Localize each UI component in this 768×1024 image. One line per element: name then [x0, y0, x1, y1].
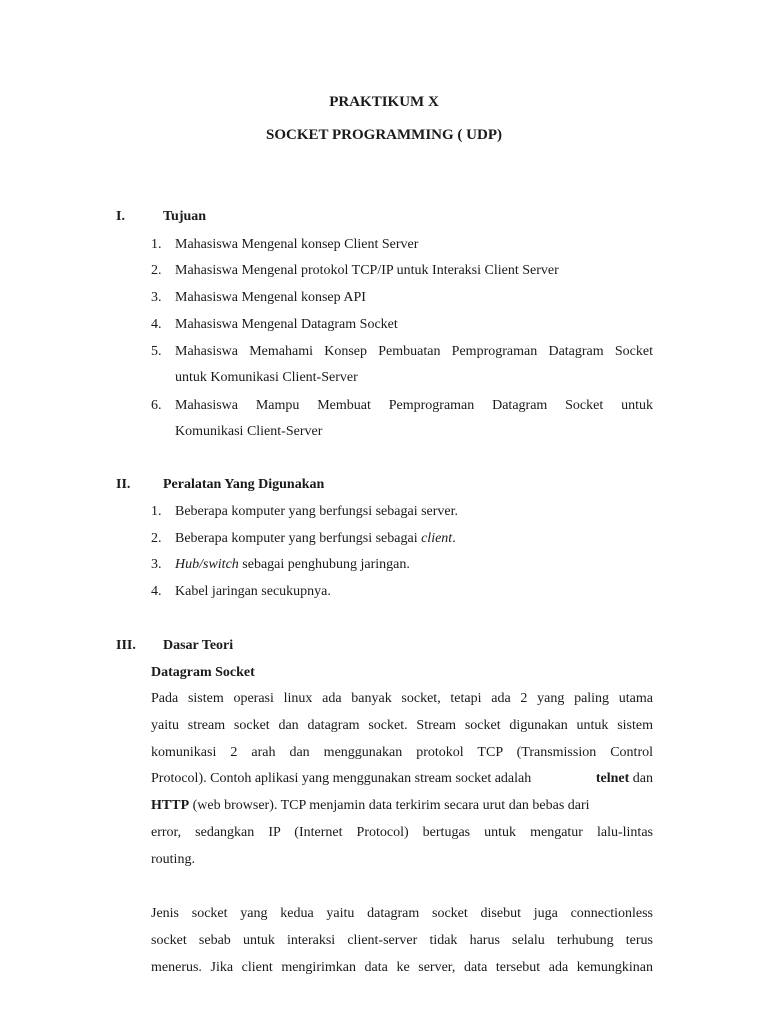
paragraph-line: routing. [151, 852, 195, 867]
paragraph-line: error, sedangkan IP (Internet Protocol) bertugas untuk mengatur lalu-lintas [151, 825, 653, 840]
section-title: Dasar Teori [163, 638, 234, 653]
paragraph-line: komunikasi 2 arah dan menggunakan protokol TCP (Transmission Control [151, 745, 653, 760]
list-item: Mahasiswa Mampu Membuat Pemprograman Datagram Socket untuk [175, 398, 653, 413]
paragraph-text: Protocol). Contoh aplikasi yang menggunakan stream socket adalah [151, 771, 532, 786]
list-item-text: Beberapa komputer yang berfungsi sebagai [175, 531, 422, 546]
list-item: Mahasiswa Mengenal protokol TCP/IP untuk Interaksi Client Server [175, 263, 559, 278]
bold-term-http: HTTP [151, 798, 190, 813]
list-item: Kabel jaringan secukupnya. [175, 584, 331, 599]
list-item-continuation: untuk Komunikasi Client-Server [175, 370, 358, 385]
list-number: 1. [151, 237, 162, 252]
paragraph-text: dan [629, 771, 653, 786]
section-number: II. [116, 477, 131, 492]
section-title: Tujuan [163, 209, 207, 224]
paragraph-line [151, 798, 653, 814]
list-item-text: . [452, 531, 456, 546]
paragraph-line: socket sebab untuk interaksi client-server tidak harus selalu terhubung terus [151, 933, 653, 948]
list-item-text: sebagai penghubung jaringan. [238, 557, 410, 572]
list-number: 2. [151, 531, 162, 546]
list-number: 3. [151, 557, 162, 572]
list-number: 4. [151, 317, 162, 332]
list-number: 1. [151, 504, 162, 519]
section-number: I. [116, 209, 125, 224]
list-item: Mahasiswa Mengenal Datagram Socket [175, 317, 398, 332]
subsection-title: Datagram Socket [151, 665, 255, 680]
paragraph-line: yaitu stream socket dan datagram socket. Stream socket digunakan untuk sistem [151, 718, 653, 733]
list-item [175, 557, 653, 573]
section-number: III. [116, 638, 136, 653]
list-number: 3. [151, 290, 162, 305]
list-item [175, 531, 653, 547]
list-item: Mahasiswa Mengenal konsep Client Server [175, 237, 419, 252]
list-item-italic-text: client [421, 531, 453, 546]
list-number: 5. [151, 344, 162, 359]
list-number: 6. [151, 398, 162, 413]
bold-term-telnet: telnet [595, 771, 630, 786]
list-item-italic-text: Hub/switch [175, 557, 239, 572]
list-number: 4. [151, 584, 162, 599]
paragraph-line [151, 771, 653, 787]
list-item: Beberapa komputer yang berfungsi sebagai server. [175, 504, 459, 519]
list-item: Mahasiswa Memahami Konsep Pembuatan Pemprograman Datagram Socket [175, 344, 653, 359]
paragraph-line: menerus. Jika client mengirimkan data ke server, data tersebut ada kemungkinan [151, 960, 653, 975]
document-subtitle: SOCKET PROGRAMMING ( UDP) [266, 127, 502, 143]
paragraph-text: (web browser). TCP menjamin data terkirim secara urut dan bebas dari [189, 798, 590, 813]
list-item-continuation: Komunikasi Client-Server [175, 424, 323, 439]
section-title: Peralatan Yang Digunakan [163, 477, 325, 492]
paragraph-line: Jenis socket yang kedua yaitu datagram socket disebut juga connectionless [151, 906, 653, 921]
paragraph-line: Pada sistem operasi linux ada banyak socket, tetapi ada 2 yang paling utama [151, 691, 653, 706]
list-number: 2. [151, 263, 162, 278]
list-item: Mahasiswa Mengenal konsep API [175, 290, 366, 305]
document-title: PRAKTIKUM X [329, 94, 439, 110]
